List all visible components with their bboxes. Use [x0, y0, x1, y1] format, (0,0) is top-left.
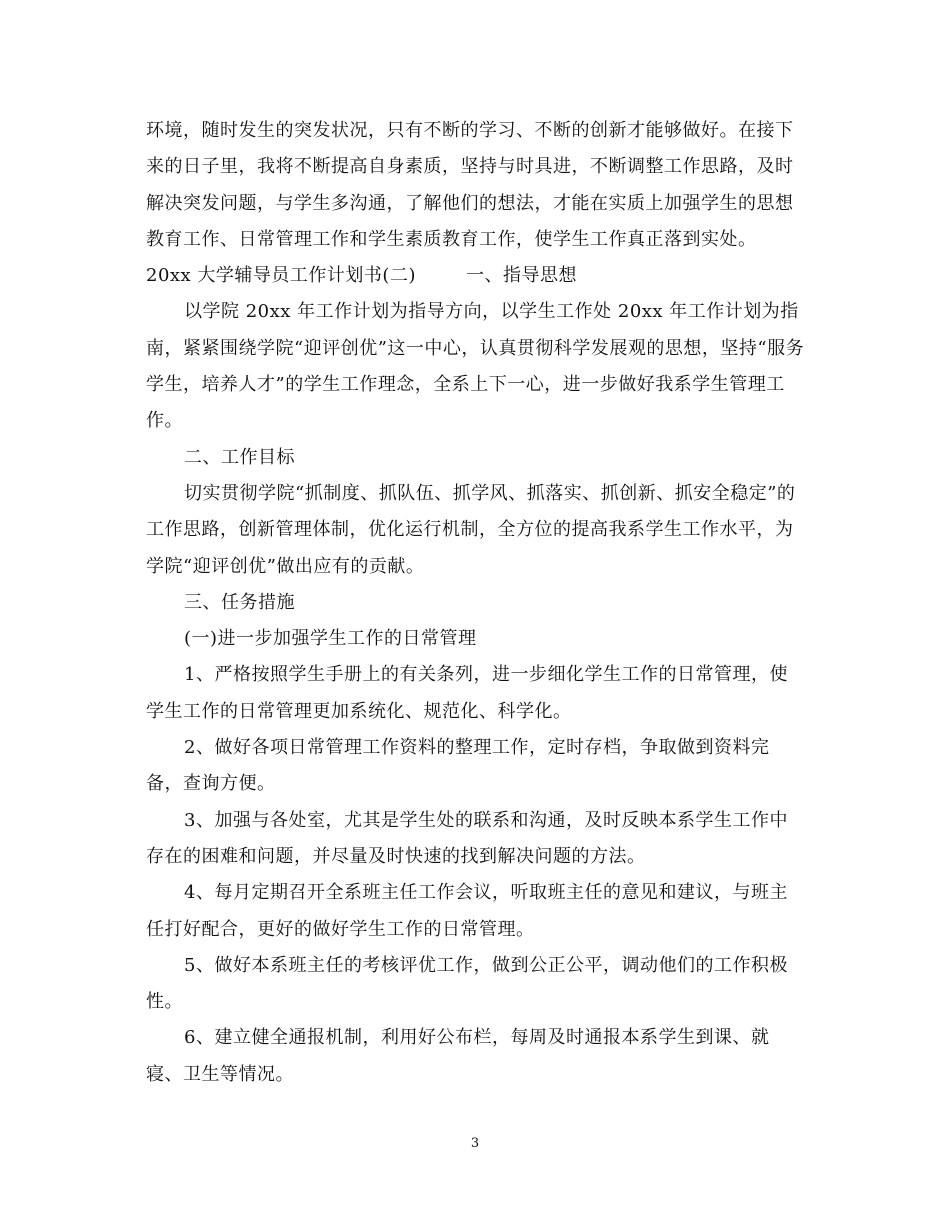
page-number: 3: [470, 1136, 480, 1151]
list-item-line: 学生工作的日常管理更加系统化、规范化、科学化。: [146, 700, 572, 722]
paragraph-line: 以学院 20xx 年工作计划为指导方向，以学生工作处 20xx 年工作计划为指: [184, 301, 799, 323]
section-heading-work-goals: 二、工作目标: [184, 446, 295, 468]
document-body: [146, 113, 806, 1093]
document-title: 20xx 大学辅导员工作计划书(二): [146, 265, 416, 287]
paragraph-line: 教育工作、日常管理工作和学生素质教育工作，使学生工作真正落到实处。: [146, 228, 757, 250]
list-item-line: 1、严格按照学生手册上的有关条列，进一步细化学生工作的日常管理，使: [184, 664, 788, 686]
list-item-line: 5、做好本系班主任的考核评优工作，做到公正公平，调动他们的工作积极: [184, 954, 788, 976]
subsection-heading: (一)进一步加强学生工作的日常管理: [184, 628, 477, 650]
list-item-line: 4、每月定期召开全系班主任工作会议，听取班主任的意见和建议，与班主: [184, 882, 788, 904]
list-item-line: 任打好配合，更好的做好学生工作的日常管理。: [146, 918, 535, 940]
paragraph-line: 工作思路，创新管理体制，优化运行机制，全方位的提高我系学生工作水平，为: [146, 519, 794, 541]
list-item-line: 存在的困难和问题，并尽量及时快速的找到解决问题的方法。: [146, 845, 646, 867]
paragraph-line: 学生，培养人才”的学生工作理念，全系上下一心，进一步做好我系学生管理工: [146, 374, 785, 396]
list-item-line: 3、加强与各处室，尤其是学生处的联系和沟通，及时反映本系学生工作中: [184, 809, 788, 831]
paragraph-line: 作。: [146, 410, 183, 432]
paragraph-line: 环境，随时发生的突发状况，只有不断的学习、不断的创新才能够做好。在接下: [146, 120, 794, 141]
paragraph-line: 学院“迎评创优”做出应有的贡献。: [146, 555, 425, 577]
list-item-line: 寝、卫生等情况。: [146, 1063, 294, 1085]
document-title-line: [146, 258, 806, 294]
section-heading-guiding-ideology: 一、指导思想: [465, 265, 577, 287]
list-item-line: 备，查询方便。: [146, 773, 276, 795]
list-item-line: 2、做好各项日常管理工作资料的整理工作，定时存档，争取做到资料完: [184, 737, 770, 759]
paragraph-line: 来的日子里，我将不断提高自身素质，坚持与时具进，不断调整工作思路，及时: [146, 156, 794, 178]
section-heading-task-measures: 三、任务措施: [184, 591, 295, 613]
paragraph-line: 解决突发问题，与学生多沟通，了解他们的想法，才能在实质上加强学生的思想: [146, 192, 794, 214]
list-item-line: 6、建立健全通报机制，利用好公布栏，每周及时通报本系学生到课、就: [184, 1027, 770, 1049]
paragraph-line: 南，紧紧围绕学院“迎评创优”这一中心，认真贯彻科学发展观的思想，坚持“服务: [146, 337, 805, 359]
paragraph-line: 切实贯彻学院“抓制度、抓队伍、抓学风、抓落实、抓创新、抓安全稳定”的: [184, 482, 796, 504]
list-item-line: 性。: [146, 991, 183, 1013]
